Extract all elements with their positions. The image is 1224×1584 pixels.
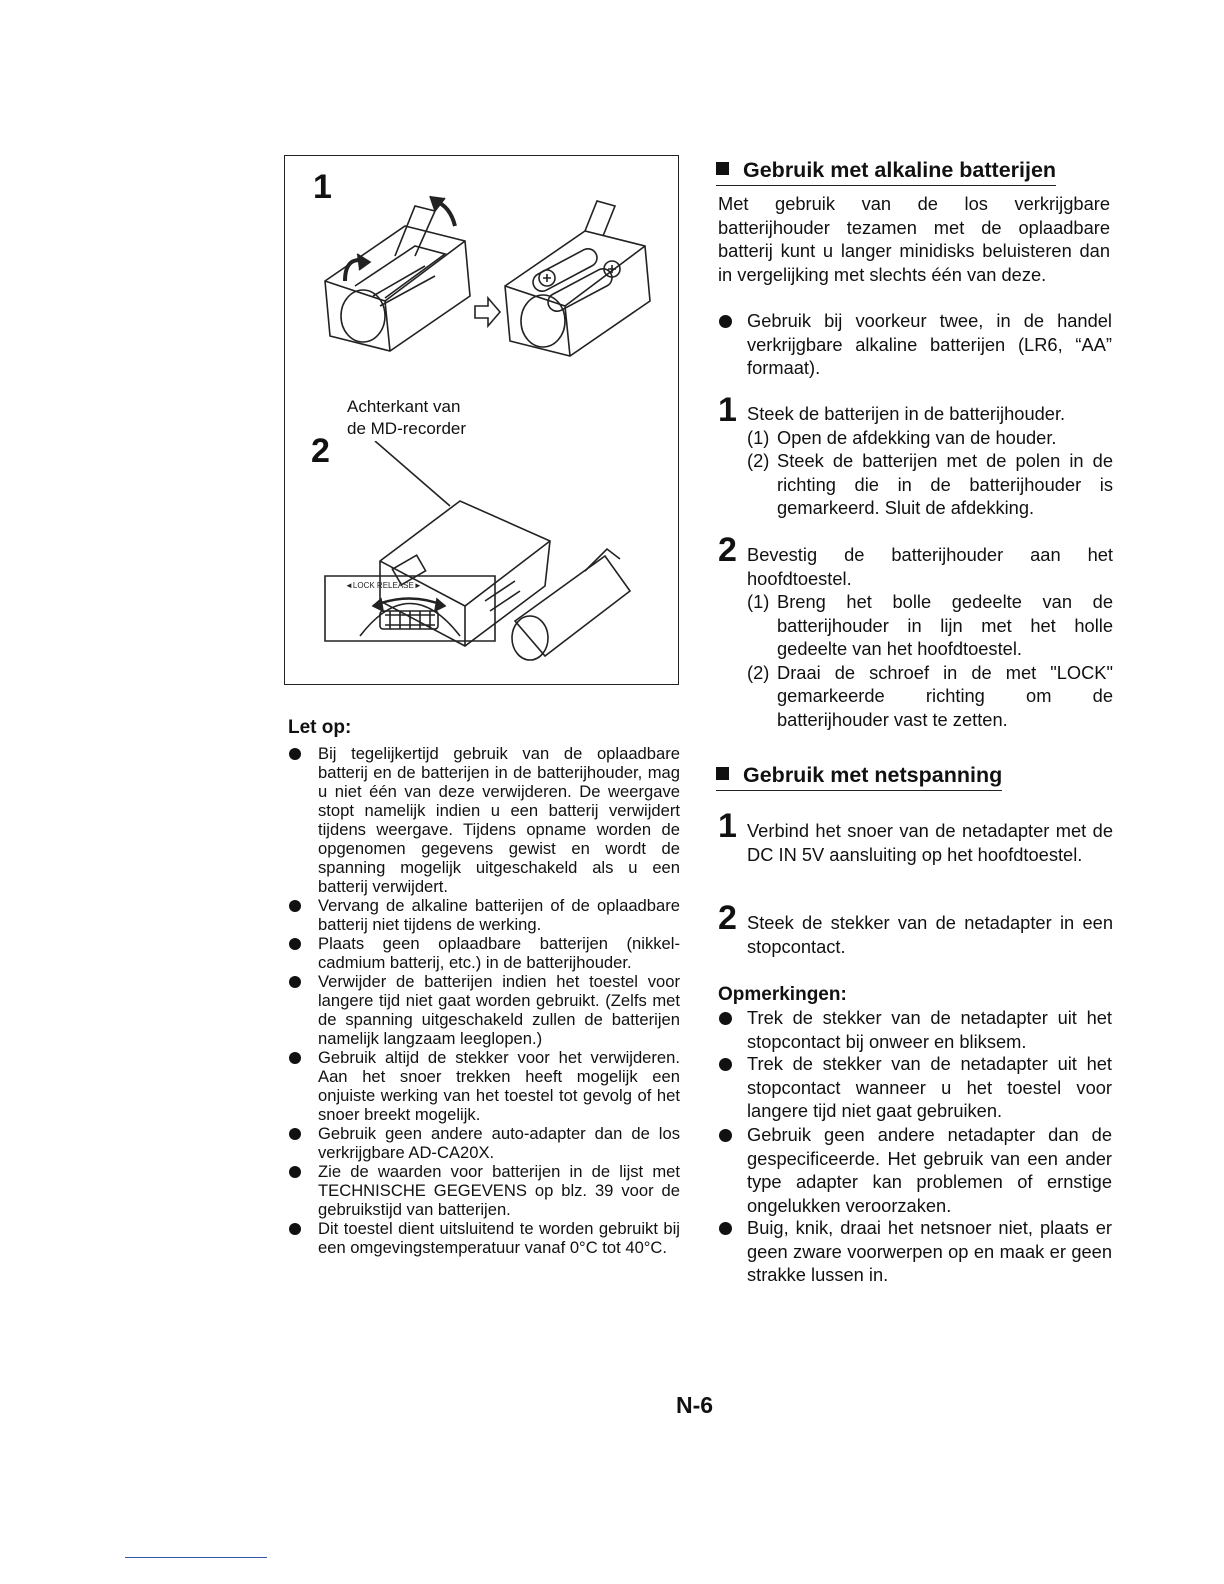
alkaline-step-2: Bevestig de batterijhouder aan het hoofdtoestel. (1) Breng het bolle gedeelte van de batterijhouder in lijn met het holle gedeelte van het hoofdtoestel. (2) Draai de schroef in de met "LOCK" gemarkeerde richting om de batterijhouder vast te zetten. xyxy=(747,544,1113,730)
figure-step-2-number: 2 xyxy=(311,432,330,470)
remark-item: Trek de stekker van de netadapter uit het stopcontact wanneer u het toestel voor langere tijd niet gaat gebruiken. xyxy=(718,1052,1112,1123)
list-item: Vervang de alkaline batterijen of de oplaadbare batterij niet tijdens de werking. xyxy=(288,896,680,934)
remark-item: Gebruik geen andere netadapter dan de gespecificeerde. Het gebruik van een ander type adapter kan problemen of ernstige ongelukken veroorzaken. xyxy=(718,1123,1112,1217)
bullet-icon xyxy=(289,938,301,950)
remark-item: Buig, knik, draai het netsnoer niet, plaats er geen zware voorwerpen op en maak er geen strakke lussen in. xyxy=(718,1216,1112,1287)
bullet-icon xyxy=(289,1052,301,1064)
figure-caption-line-2: de MD-recorder xyxy=(347,419,467,438)
lock-release-label: ◄LOCK RELEASE► xyxy=(345,581,422,590)
alkaline-step-2-number: 2 xyxy=(718,531,737,569)
list-item: Verwijder de batterijen indien het toestel voor langere tijd niet gaat worden gebruikt. (Zelfs met de spanning uitgeschakeld zullen de batterijen namelijk langzaam leeglopen.) xyxy=(288,972,680,1048)
list-item: Bij tegelijkertijd gebruik van de oplaadbare batterij en de batterijen in de batterijhouder, mag u niet één van deze verwijderen. De weergave stopt namelijk indien u een batterij verwijdert tijdens weergave. Tijdens opname worden de opgenomen gegevens gewist en wordt de spanning mogelijk uitgeschakeld als u een batterij verwijdert. xyxy=(288,744,680,896)
alkaline-step-2-sub-1: (1) Breng het bolle gedeelte van de batterijhouder in lijn met het holle gedeelte van het hoofdtoestel. xyxy=(747,591,1113,659)
notes-title: Let op: xyxy=(288,717,352,738)
bullet-icon xyxy=(289,1166,301,1178)
alkaline-intro: Met gebruik van de los verkrijgbare batterijhouder tezamen met de oplaadbare batterij kunt u langer minidisks beluisteren dan in vergelijking met slechts één van deze. xyxy=(718,193,1110,285)
bullet-icon xyxy=(289,900,301,912)
bullet-icon xyxy=(719,1058,732,1071)
alkaline-step-2-sub-2: (2) Draai de schroef in de met "LOCK" gemarkeerde richting om de batterijhouder vast te zetten. xyxy=(747,661,1113,730)
mains-step-2: Steek de stekker van de netadapter in een stopcontact. xyxy=(747,912,1113,957)
bullet-icon xyxy=(289,976,301,988)
page-number: N-6 xyxy=(676,1392,714,1418)
bullet-icon xyxy=(719,1012,732,1025)
alkaline-heading: Gebruik met alkaline batterijen xyxy=(716,158,1056,186)
mains-step-2-number: 2 xyxy=(718,899,737,937)
bottom-rule xyxy=(125,1557,267,1558)
mains-step-1: Verbind het snoer van de netadapter met de DC IN 5V aansluiting op het hoofdtoestel. xyxy=(747,820,1113,865)
mains-step-1-number: 1 xyxy=(718,807,737,845)
list-item: Zie de waarden voor batterijen in de lijst met TECHNISCHE GEGEVENS op blz. 39 voor de gebruikstijd van batterijen. xyxy=(288,1162,680,1219)
remarks-title: Opmerkingen: xyxy=(718,984,847,1005)
bullet-icon xyxy=(719,1222,732,1235)
alkaline-step-1-sub-1: (1) Open de afdekking van de houder. xyxy=(747,426,1057,448)
list-item: Dit toestel dient uitsluitend te worden gebruikt bij een omgevingstemperatuur vanaf 0°C tot 40°C. xyxy=(288,1219,680,1257)
square-bullet-icon xyxy=(716,767,729,780)
remark-item: Trek de stekker van de netadapter uit het stopcontact bij onweer en bliksem. xyxy=(718,1006,1112,1053)
bullet-icon xyxy=(289,1128,301,1140)
notes-list xyxy=(288,744,680,1257)
square-bullet-icon xyxy=(716,162,729,175)
mains-heading: Gebruik met netspanning xyxy=(716,763,1002,791)
list-item: Gebruik geen andere auto-adapter dan de los verkrijgbare AD-CA20X. xyxy=(288,1124,680,1162)
list-item: Plaats geen oplaadbare batterijen (nikkel-cadmium batterij, etc.) in de batterijhouder. xyxy=(288,934,680,972)
bullet-icon xyxy=(719,315,732,328)
alkaline-bullet: Gebruik bij voorkeur twee, in de handel verkrijgbare alkaline batterijen (LR6, “AA” formaat). xyxy=(718,309,1112,380)
bullet-icon xyxy=(289,1223,301,1235)
illustration-box xyxy=(284,155,679,685)
alkaline-step-1-sub-2: (2) Steek de batterijen met de polen in de richting die in de batterijhouder is gemarkeerd. Sluit de afdekking. xyxy=(747,450,1113,518)
recorder-attach-illustration xyxy=(285,441,680,681)
alkaline-step-1: Steek de batterijen in de batterijhouder. (1) Open de afdekking van de houder. (2) Steek de batterijen met de polen in de richting die in de batterijhouder is gemarkeerd. Sluit de afdekking. xyxy=(747,403,1113,518)
alkaline-step-1-number: 1 xyxy=(718,391,737,429)
bullet-icon xyxy=(719,1129,732,1142)
list-item: Gebruik altijd de stekker voor het verwijderen. Aan het snoer trekken heeft mogelijk een onjuiste werking van het toestel tot gevolg of het snoer breekt mogelijk. xyxy=(288,1048,680,1124)
bullet-icon xyxy=(289,748,301,760)
figure-step-1-number: 1 xyxy=(313,168,332,206)
figure-caption-line-1: Achterkant van xyxy=(347,397,461,416)
battery-case-illustration xyxy=(285,186,680,386)
